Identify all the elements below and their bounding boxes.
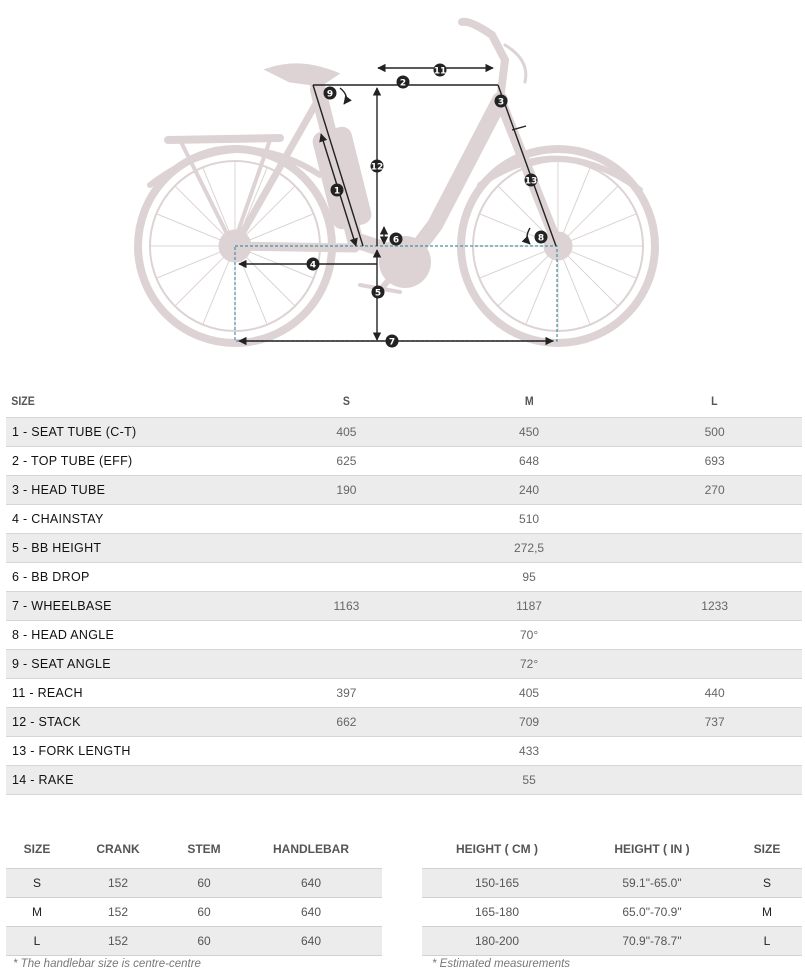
- value-l: 440: [627, 679, 802, 708]
- value-m: 272,5: [431, 534, 627, 563]
- comp-stem: 60: [168, 898, 240, 927]
- fit-height-cm: 165-180: [422, 898, 572, 927]
- svg-text:5: 5: [374, 288, 382, 299]
- value-m: 648: [431, 447, 627, 476]
- comp-col-handlebar: HANDLEBAR: [273, 842, 349, 856]
- value-s: [262, 650, 431, 679]
- value-m: 510: [431, 505, 627, 534]
- value-s: [262, 737, 431, 766]
- comp-col-crank: CRANK: [96, 842, 140, 856]
- marker-4: [307, 258, 320, 271]
- comp-size: M: [6, 898, 68, 927]
- fit-row: [422, 927, 802, 956]
- fit-height-in: 70.9"-78.7": [572, 927, 732, 956]
- fit-header-row: [422, 830, 802, 869]
- value-s: [262, 766, 431, 795]
- measure-name: 2 - TOP TUBE (EFF): [6, 447, 262, 476]
- bike-silhouette: [138, 22, 655, 343]
- comp-crank: 152: [68, 927, 168, 956]
- measure-name: 3 - HEAD TUBE: [6, 476, 262, 505]
- geometry-table: [6, 385, 802, 795]
- fit-col-height-cm: HEIGHT ( CM ): [456, 842, 538, 856]
- value-s: [262, 534, 431, 563]
- comp-stem: 60: [168, 927, 240, 956]
- comp-stem: 60: [168, 869, 240, 898]
- marker-3: [495, 95, 508, 108]
- components-row: [6, 927, 382, 956]
- value-m: 1187: [431, 592, 627, 621]
- geometry-row: [6, 476, 802, 505]
- value-m: 450: [431, 418, 627, 447]
- comp-crank: 152: [68, 898, 168, 927]
- measure-name: 5 - BB HEIGHT: [6, 534, 262, 563]
- marker-5: [372, 286, 385, 299]
- geometry-row: [6, 679, 802, 708]
- fit-row: [422, 869, 802, 898]
- comp-handlebar: 640: [240, 898, 382, 927]
- value-m: 433: [431, 737, 627, 766]
- measure-name: 9 - SEAT ANGLE: [6, 650, 262, 679]
- marker-9: [324, 87, 337, 100]
- value-s: 662: [262, 708, 431, 737]
- fit-size: M: [732, 898, 802, 927]
- geometry-body: [6, 418, 802, 795]
- value-m: 405: [431, 679, 627, 708]
- value-s: [262, 563, 431, 592]
- svg-text:6: 6: [392, 235, 400, 246]
- measure-name: 13 - FORK LENGTH: [6, 737, 262, 766]
- components-body: [6, 869, 382, 956]
- geometry-row: [6, 534, 802, 563]
- measure-name: 7 - WHEELBASE: [6, 592, 262, 621]
- value-l: 1233: [627, 592, 802, 621]
- comp-size: S: [6, 869, 68, 898]
- value-l: 693: [627, 447, 802, 476]
- measure-name: 14 - RAKE: [6, 766, 262, 795]
- value-s: 405: [262, 418, 431, 447]
- svg-text:7: 7: [388, 337, 396, 348]
- marker-8: [535, 231, 548, 244]
- geometry-diagram: [0, 0, 805, 380]
- fit-size: L: [732, 927, 802, 956]
- fit-size: S: [732, 869, 802, 898]
- value-s: [262, 621, 431, 650]
- svg-text:2: 2: [399, 78, 407, 89]
- measure-name: 1 - SEAT TUBE (C-T): [6, 418, 262, 447]
- marker-1: [331, 184, 344, 197]
- components-table: [6, 830, 382, 956]
- comp-crank: 152: [68, 869, 168, 898]
- value-l: [627, 650, 802, 679]
- value-l: 270: [627, 476, 802, 505]
- svg-text:9: 9: [326, 89, 334, 100]
- value-l: 737: [627, 708, 802, 737]
- col-l: L: [711, 394, 718, 408]
- components-row: [6, 869, 382, 898]
- handlebar-note: * The handlebar size is centre-centre: [13, 958, 201, 970]
- col-size: SIZE: [11, 394, 35, 408]
- components-header-row: [6, 830, 382, 869]
- value-s: 1163: [262, 592, 431, 621]
- marker-2: [397, 76, 410, 89]
- svg-text:4: 4: [309, 260, 317, 271]
- svg-text:13: 13: [524, 176, 538, 187]
- fit-table: [422, 830, 802, 956]
- geometry-row: [6, 650, 802, 679]
- marker-6: [390, 233, 403, 246]
- svg-text:1: 1: [333, 186, 341, 197]
- value-m: 709: [431, 708, 627, 737]
- components-row: [6, 898, 382, 927]
- fit-height-cm: 180-200: [422, 927, 572, 956]
- measure-name: 12 - STACK: [6, 708, 262, 737]
- value-l: [627, 505, 802, 534]
- estimate-note: * Estimated measurements: [432, 958, 571, 970]
- comp-handlebar: 640: [240, 869, 382, 898]
- fit-height-in: 65.0"-70.9": [572, 898, 732, 927]
- value-s: [262, 505, 431, 534]
- svg-text:8: 8: [537, 233, 545, 244]
- measure-name: 8 - HEAD ANGLE: [6, 621, 262, 650]
- fit-col-height-in: HEIGHT ( IN ): [614, 842, 690, 856]
- value-l: [627, 534, 802, 563]
- geometry-row: [6, 447, 802, 476]
- geometry-row: [6, 621, 802, 650]
- fit-height-in: 59.1"-65.0": [572, 869, 732, 898]
- value-m: 70°: [431, 621, 627, 650]
- bike-diagram-svg: [0, 0, 805, 380]
- value-s: 625: [262, 447, 431, 476]
- geometry-row: [6, 505, 802, 534]
- value-s: 190: [262, 476, 431, 505]
- value-m: 72°: [431, 650, 627, 679]
- geometry-row: [6, 737, 802, 766]
- value-l: [627, 621, 802, 650]
- col-s: S: [342, 394, 350, 408]
- svg-text:3: 3: [497, 97, 505, 108]
- value-m: 95: [431, 563, 627, 592]
- svg-text:11: 11: [433, 66, 447, 77]
- marker-12: [371, 160, 384, 173]
- value-m: 240: [431, 476, 627, 505]
- marker-13: [525, 174, 538, 187]
- comp-col-stem: STEM: [187, 842, 221, 856]
- geometry-row: [6, 766, 802, 795]
- comp-size: L: [6, 927, 68, 956]
- value-l: [627, 563, 802, 592]
- fit-height-cm: 150-165: [422, 869, 572, 898]
- geometry-row: [6, 592, 802, 621]
- value-s: 397: [262, 679, 431, 708]
- value-l: [627, 766, 802, 795]
- comp-handlebar: 640: [240, 927, 382, 956]
- marker-7: [386, 335, 399, 348]
- fit-row: [422, 898, 802, 927]
- col-m: M: [524, 394, 534, 408]
- fit-body: [422, 869, 802, 956]
- marker-11: [434, 64, 447, 77]
- measure-name: 11 - REACH: [6, 679, 262, 708]
- value-l: [627, 737, 802, 766]
- svg-text:12: 12: [370, 162, 384, 173]
- geometry-row: [6, 418, 802, 447]
- measure-name: 6 - BB DROP: [6, 563, 262, 592]
- geometry-header-row: [6, 385, 802, 418]
- geometry-row: [6, 708, 802, 737]
- fit-col-size: SIZE: [753, 842, 781, 856]
- value-l: 500: [627, 418, 802, 447]
- value-m: 55: [431, 766, 627, 795]
- comp-col-size: SIZE: [23, 842, 51, 856]
- measure-name: 4 - CHAINSTAY: [6, 505, 262, 534]
- geometry-row: [6, 563, 802, 592]
